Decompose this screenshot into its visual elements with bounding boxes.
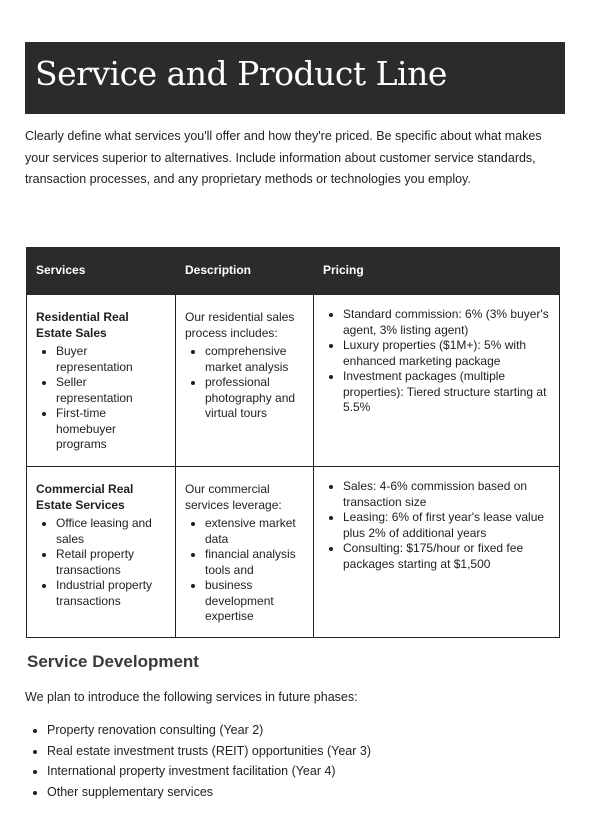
list-item: • Industrial property transactions	[56, 578, 166, 609]
list-item: • First-time homebuyer programs	[56, 406, 166, 453]
title-banner	[25, 42, 565, 114]
list-item: • Seller representation	[56, 375, 166, 406]
service-cell	[27, 467, 176, 638]
list-item: • extensive market data	[205, 516, 304, 547]
list-item: • Luxury properties ($1M+): 5% with enhanced marketing package	[343, 338, 550, 369]
list-item: • comprehensive market analysis	[205, 344, 304, 375]
description-intro: Our residential sales process includes:	[185, 310, 295, 340]
services-table	[26, 247, 560, 638]
list-item: • business development expertise	[205, 578, 304, 625]
column-header-services: Services	[27, 248, 176, 295]
column-header-pricing: Pricing	[314, 248, 560, 295]
pricing-cell	[314, 295, 560, 467]
list-item: • Sales: 4-6% commission based on transaction size	[343, 479, 550, 510]
table-header-row	[27, 248, 560, 295]
description-list	[185, 516, 304, 625]
section-intro: We plan to introduce the following services in future phases:	[25, 690, 358, 704]
pricing-list	[323, 479, 550, 572]
list-item: • International property investment facilitation (Year 4)	[47, 761, 371, 782]
table-row	[27, 467, 560, 638]
list-item: • professional photography and virtual tours	[205, 375, 304, 422]
list-item: • Investment packages (multiple properties): Tiered structure starting at 5.5%	[343, 369, 550, 416]
list-item: • financial analysis tools and	[205, 547, 304, 578]
pricing-cell	[314, 467, 560, 638]
description-list	[185, 344, 304, 422]
list-item: • Property renovation consulting (Year 2)	[47, 720, 371, 741]
list-item: • Other supplementary services	[47, 782, 371, 803]
future-services-list	[30, 720, 371, 803]
section-heading: Service Development	[27, 652, 199, 671]
intro-paragraph: Clearly define what services you'll offer and how they're priced. Be specific about what makes your services superior to alternatives. Include information about customer service standards, transaction processes, and any proprietary methods or technologies you employ.	[25, 129, 542, 186]
service-title: Residential Real Estate Sales	[36, 310, 129, 340]
table-row	[27, 295, 560, 467]
column-header-description: Description	[176, 248, 314, 295]
description-intro: Our commercial services leverage:	[185, 482, 282, 512]
service-cell	[27, 295, 176, 467]
description-cell	[176, 467, 314, 638]
list-item: • Retail property transactions	[56, 547, 166, 578]
list-item: • Consulting: $175/hour or fixed fee packages starting at $1,500	[343, 541, 550, 572]
list-item: • Buyer representation	[56, 344, 166, 375]
pricing-list	[323, 307, 550, 416]
list-item: • Standard commission: 6% (3% buyer's agent, 3% listing agent)	[343, 307, 550, 338]
description-cell	[176, 295, 314, 467]
list-item: • Office leasing and sales	[56, 516, 166, 547]
list-item: • Real estate investment trusts (REIT) opportunities (Year 3)	[47, 741, 371, 762]
list-item: • Leasing: 6% of first year's lease value plus 2% of additional years	[343, 510, 550, 541]
page-title: Service and Product Line	[35, 54, 447, 93]
service-list	[36, 516, 166, 609]
service-list	[36, 344, 166, 453]
service-title: Commercial Real Estate Services	[36, 482, 134, 512]
